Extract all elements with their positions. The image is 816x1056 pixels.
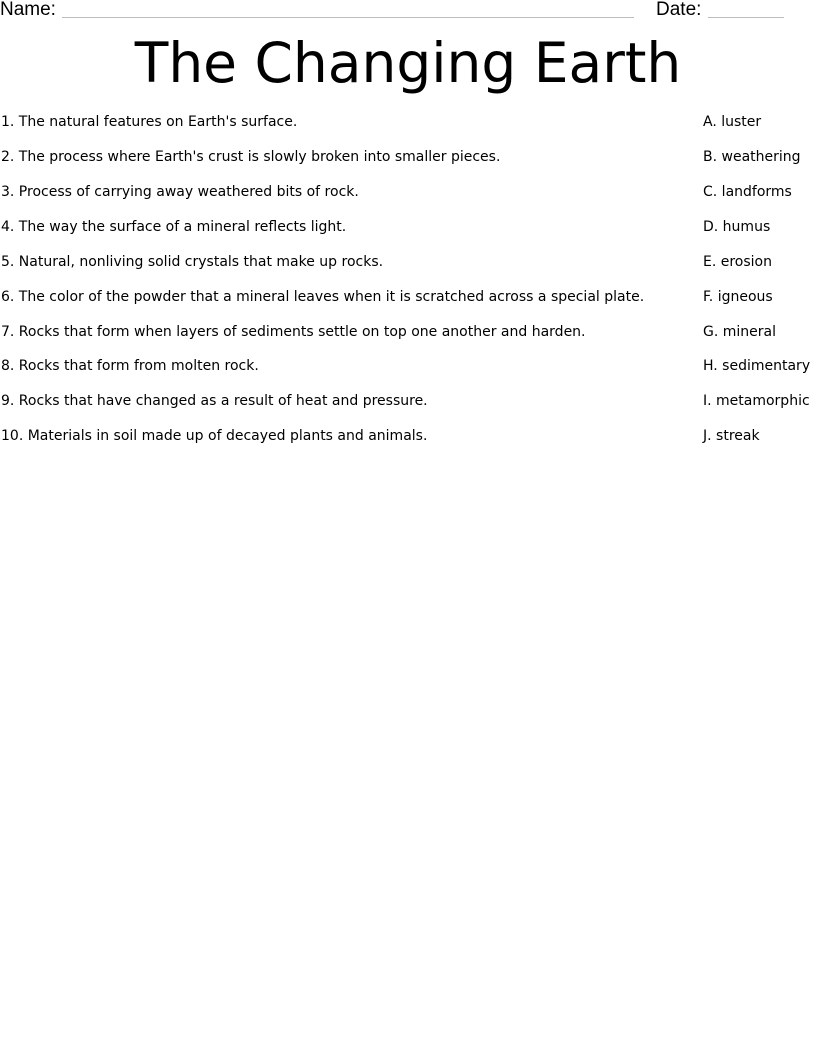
- clue-item: 10. Materials in soil made up of decayed plants and animals.: [1, 428, 428, 444]
- answer-item: C. landforms: [703, 184, 792, 200]
- answer-item: H. sedimentary: [703, 358, 811, 374]
- answer-item: B. weathering: [703, 149, 801, 165]
- worksheet-title: The Changing Earth: [134, 31, 682, 95]
- answer-item: J. streak: [703, 428, 760, 444]
- clue-item: 2. The process where Earth's crust is slowly broken into smaller pieces.: [1, 149, 501, 165]
- clue-item: 4. The way the surface of a mineral reflects light.: [1, 219, 347, 235]
- clue-item: 1. The natural features on Earth's surface.: [1, 114, 298, 130]
- clue-item: 7. Rocks that form when layers of sediments settle on top one another and harden.: [1, 324, 586, 340]
- clue-item: 5. Natural, nonliving solid crystals that make up rocks.: [1, 254, 384, 270]
- clue-item: 8. Rocks that form from molten rock.: [1, 358, 259, 374]
- name-field[interactable]: [62, 17, 634, 18]
- answer-item: G. mineral: [703, 324, 776, 340]
- answer-item: A. luster: [703, 114, 762, 130]
- name-label: Name:: [0, 0, 56, 20]
- answer-item: F. igneous: [703, 289, 773, 305]
- date-field[interactable]: [708, 17, 784, 18]
- answer-item: I. metamorphic: [703, 393, 810, 409]
- clue-item: 9. Rocks that have changed as a result of heat and pressure.: [1, 393, 428, 409]
- answer-item: D. humus: [703, 219, 771, 235]
- date-label: Date:: [656, 0, 702, 20]
- worksheet-header: [0, 0, 816, 22]
- clue-item: 6. The color of the powder that a mineral leaves when it is scratched across a special plate.: [1, 289, 645, 305]
- answer-item: E. erosion: [703, 254, 772, 270]
- clue-item: 3. Process of carrying away weathered bits of rock.: [1, 184, 359, 200]
